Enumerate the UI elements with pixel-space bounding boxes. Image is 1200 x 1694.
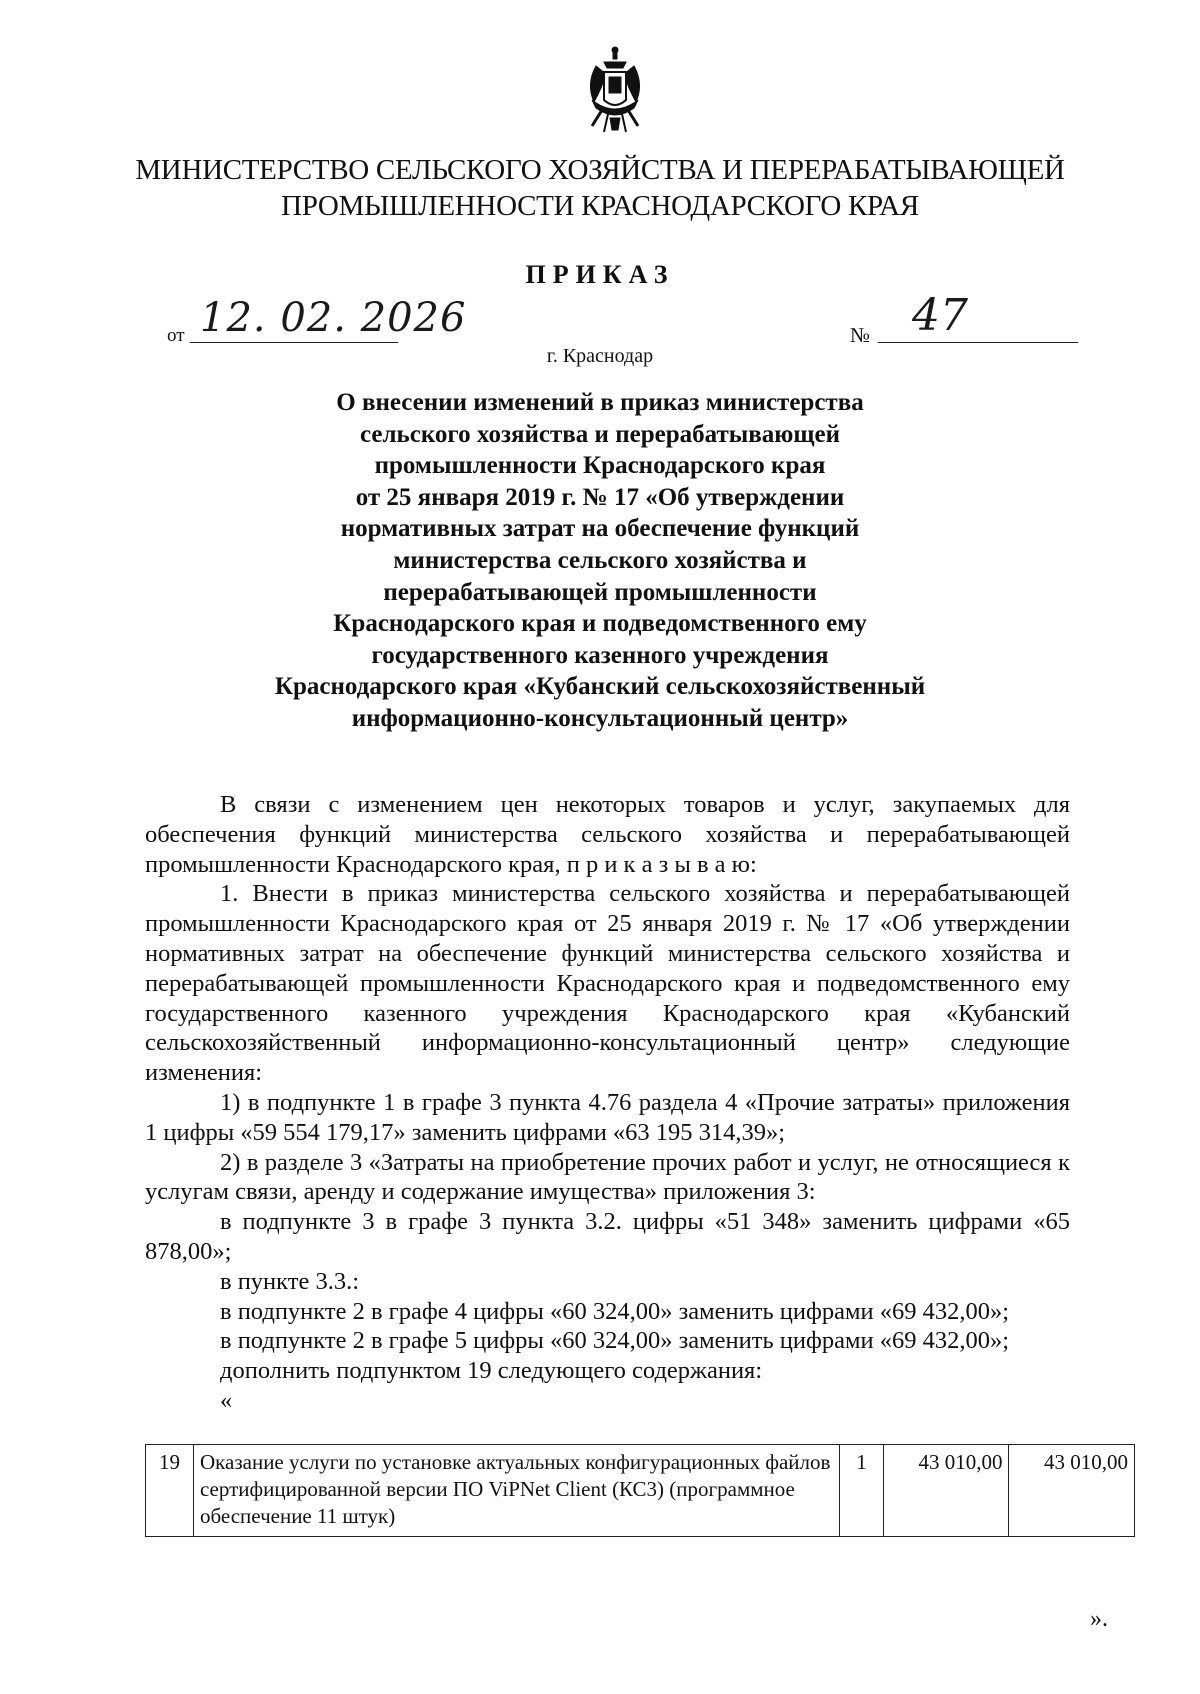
body-paragraph: в подпункте 2 в графе 5 цифры «60 324,00» заменить цифрами «69 432,00»; [220, 1327, 1010, 1355]
handwritten-number: 47 [912, 290, 968, 341]
cell-number: 19 [146, 1445, 194, 1537]
table-row [146, 1445, 1135, 1537]
close-quote: ». [1090, 1606, 1108, 1632]
cell-quantity: 1 [840, 1445, 884, 1537]
body-paragraph: в подпункте 2 в графе 4 цифры «60 324,00» заменить цифрами «69 432,00»; [220, 1297, 1010, 1325]
body-paragraph: 1) в подпункте 1 в графе 3 пункта 4.76 раздела 4 «Прочие затраты» приложения 1 цифры «59 554 179,17» заменить цифрами «63 195 314,39»; [145, 1088, 1070, 1146]
handwritten-date: 12. 02. 2026 [200, 295, 467, 341]
cell-description: Оказание услуги по установке актуальных конфигурационных файлов сертифицированной версии ПО ViPNet Client (КС3) (программное обеспечение 11 штук) [193, 1445, 839, 1537]
body-paragraph: 2) в разделе 3 «Затраты на приобретение прочих работ и услуг, не относящиеся к услугам связи, аренду и содержание имущества» приложения 3: [145, 1148, 1070, 1206]
title-line: Краснодарского края «Кубанский сельскохозяйственный [274, 673, 926, 701]
body-paragraph: В связи с изменением цен некоторых товаров и услуг, закупаемых для обеспечения функций министерства сельского хозяйства и перерабатывающей промышленности Краснодарского края, п р и к а з ы в а ю: [145, 791, 1070, 878]
ministry-line-2: ПРОМЫШЛЕННОСТИ КРАСНОДАРСКОГО КРАЯ [281, 190, 919, 222]
date-prefix: от [167, 325, 185, 346]
document-body [145, 790, 1070, 1416]
date-underline [190, 342, 398, 343]
title-line: от 25 января 2019 г. № 17 «Об утверждении [355, 483, 845, 511]
title-line: перерабатывающей промышленности [383, 578, 817, 606]
body-paragraph: дополнить подпунктом 19 следующего содержания: [220, 1357, 763, 1385]
title-line: информационно-консультационный центр» [351, 704, 849, 732]
title-line: министерства сельского хозяйства и [393, 546, 807, 574]
ministry-name [130, 152, 1070, 224]
title-line: государственного казенного учреждения [371, 641, 829, 669]
title-line: О внесении изменений в приказ министерства [336, 389, 864, 416]
title-line: сельского хозяйства и перерабатывающей [360, 420, 840, 448]
body-paragraph: в подпункте 3 в графе 3 пункта 3.2. цифры «51 348» заменить цифрами «65 878,00»; [145, 1208, 1070, 1265]
open-quote: « [220, 1386, 233, 1414]
document-type: ПРИКАЗ [525, 260, 675, 289]
insertion-table [145, 1444, 1135, 1537]
title-line: промышленности Краснодарского края [374, 452, 826, 480]
body-paragraph: в пункте 3.3.: [220, 1267, 360, 1295]
city: г. Краснодар [546, 345, 654, 367]
coat-of-arms-icon [582, 44, 648, 136]
cell-total: 43 010,00 [1009, 1445, 1135, 1537]
title-line: нормативных затрат на обеспечение функций [340, 515, 860, 543]
document-title [250, 387, 950, 735]
ministry-line-1: МИНИСТЕРСТВО СЕЛЬСКОГО ХОЗЯЙСТВА И ПЕРЕРАБАТЫВАЮЩЕЙ [135, 154, 1065, 186]
cell-price: 43 010,00 [883, 1445, 1009, 1537]
number-prefix: № [850, 323, 871, 347]
body-paragraph: 1. Внести в приказ министерства сельского хозяйства и перерабатывающей промышленности Краснодарского края от 25 января 2019 г. № 17 «Об утверждении нормативных затрат на обеспечение функций министерства сельского хозяйства и перерабатывающей промышленности Краснодарского края и подведомственного ему государственного казенного учреждения Краснодарского края «Кубанский сельскохозяйственный информационно-консультационный центр» следующие изменения: [145, 880, 1070, 1087]
number-underline [878, 342, 1078, 343]
title-line: Краснодарского края и подведомственного ему [333, 610, 867, 638]
